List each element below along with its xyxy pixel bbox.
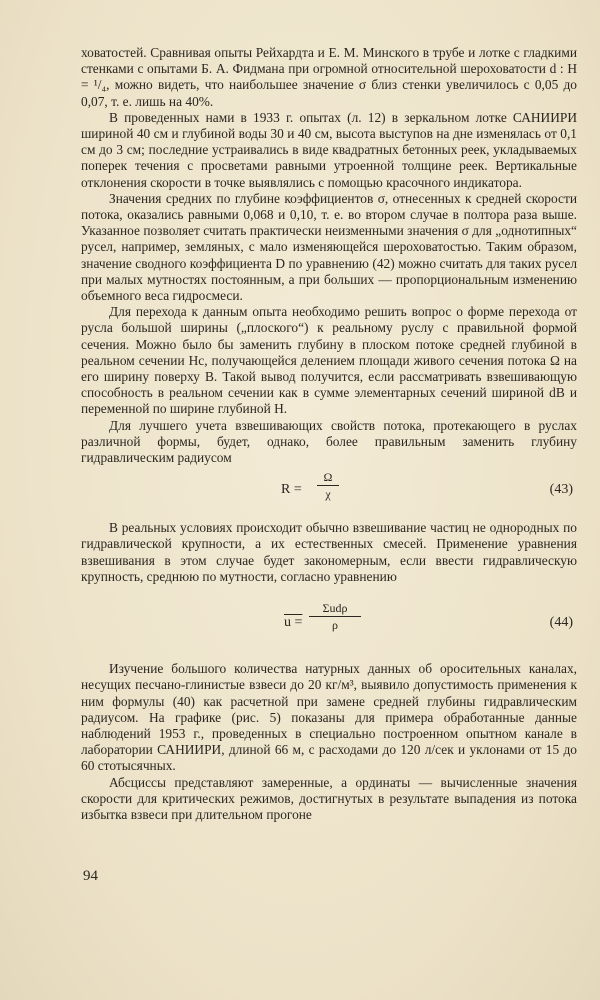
equation-43-numerator: Ω [323, 470, 333, 485]
paragraph-1: ховатостей. Сравнивая опыты Рейхардта и Е. М. Минского в трубе и лотке с гладкими стенками с опытами Б. А. Фидмана при огромной относительной шероховатости d : H = ¹/₄, можно видеть, что наибольшее значение σ близ стенки увеличилось с 0,05 до 0,07, т. е. лишь на 40%. [81, 45, 577, 109]
equation-44 [81, 601, 577, 657]
equation-44-fraction [309, 601, 361, 632]
equation-44-lhs: u = [284, 615, 303, 631]
paragraph-2: В проведенных нами в 1933 г. опытах (л. 12) в зеркальном лотке САНИИРИ шириной 40 см и глубиной воды 30 и 40 см, высота выступов на дне изменялась от 0,1 см до 3 см; последние устраивались в виде квадратных бетонных реек, укладываемых поперек течения с просветами равными утроенной толщине реек. Вертикальные отклонения скорости в точке выявлялись с помощью красочного индикатора. [81, 109, 577, 190]
paragraph-7: Изучение большого количества натурных данных об оросительных каналах, несущих песчано-глинистые взвеси до 20 кг/м³, выявило допустимость применения к ним формулы (40) как расчетной при замене средней глубины гидравлическим радиусом. На графике (рис. 5) показаны для примера обработанные данные наблюдений 1953 г., проведенных в специально построенном опытном канале в лаборатории САНИИРИ, длиной 66 м, с расходами до 120 л/сек и уклонами от 15 до 60 стотысячных. [81, 661, 577, 774]
body-text [81, 45, 577, 823]
equation-44-numerator: Σudρ [322, 601, 348, 616]
equation-43-number: (43) [549, 482, 573, 498]
equation-43 [81, 470, 577, 514]
fraction-bar [317, 485, 339, 486]
paragraph-3: Значения средних по глубине коэффициентов σ, отнесенных к средней скорости потока, оказались равными 0,068 и 0,10, т. е. во втором случае в полтора раза выше. Указанное позволяет считать практически неизменными значения σ для „однотипных“ русел, например, земляных, с мало изменяющейся шероховатостью. Таким образом, значение сводного коэффициента D по уравнению (42) можно считать для таких русел при малых мутностях постоянным, а при больших — пропорциональным изменению объемного веса гидросмеси. [81, 190, 577, 304]
equation-43-denominator: χ [325, 487, 331, 502]
paragraph-6: В реальных условиях происходит обычно взвешивание частиц не однородных по гидравлической крупности, а их естественных смесей. Применение уравнения взвешивания в этом случае будет закономерным, если ввести гидравлическую крупность, среднюю по мутности, согласно уравнению [81, 520, 577, 584]
equation-44-number: (44) [549, 615, 573, 631]
paragraph-4: Для перехода к данным опыта необходимо решить вопрос о форме перехода от русла большой ширины („плоского“) к реальному руслу с правильной формой сечения. Можно было бы заменить глубину в плоском потоке средней глубиной в реальном сечении Hc, получающейся делением площади живого сечения потока Ω на его ширину поверху B. Такой вывод получится, если рассматривать взвешивающую способность в реальном сечении как в сумме элементарных сечений шириной dB и переменной по ширине глубиной H. [81, 304, 577, 417]
paragraph-8: Абсциссы представляют замеренные, а ординаты — вычисленные значения скорости для критических режимов, достигнутых в результате выпадения из потока избытка взвеси при длительном прогоне [81, 774, 577, 822]
equation-44-denominator: ρ [332, 618, 338, 633]
page-number: 94 [83, 868, 98, 884]
equation-43-fraction [317, 470, 339, 501]
paragraph-5: Для лучшего учета взвешивающих свойств потока, протекающего в руслах различной формы, будет, однако, более правильным заменить глубину гидравлическим радиусом [81, 417, 577, 466]
equation-43-lhs: R = [281, 482, 302, 498]
fraction-bar [309, 616, 361, 617]
